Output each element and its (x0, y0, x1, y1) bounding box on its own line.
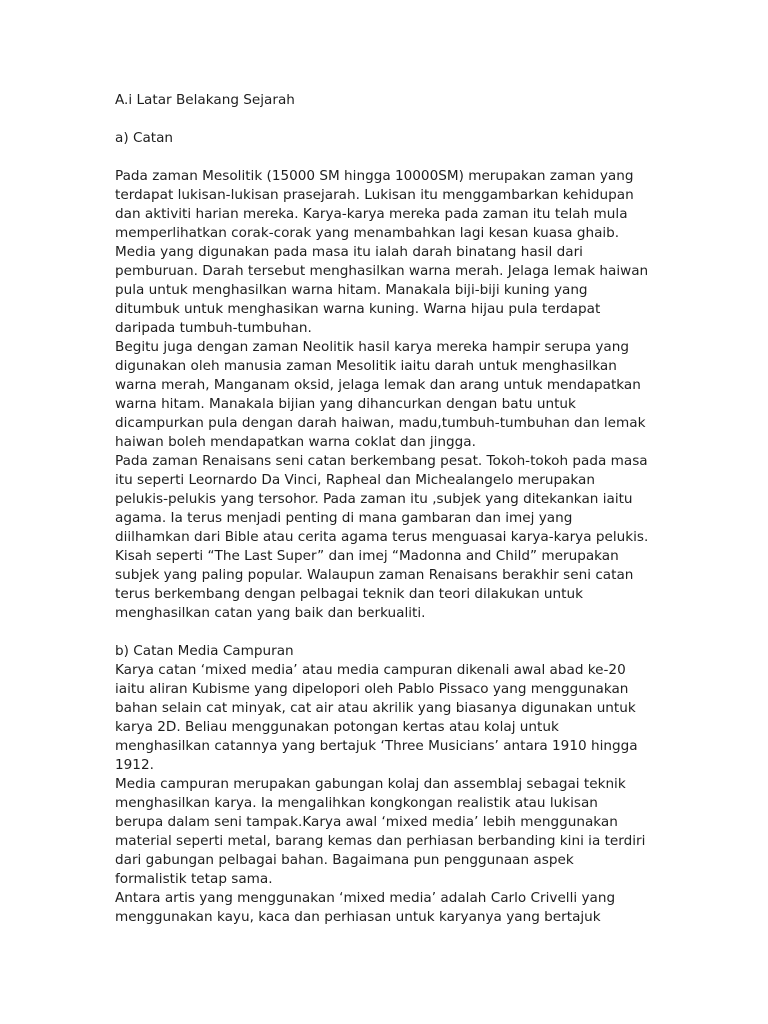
text-line: formalistik tetap sama. (115, 871, 273, 887)
text-line: terdapat lukisan-lukisan prasejarah. Lukisan itu menggambarkan kehidupan (115, 187, 634, 203)
section-a-body (115, 167, 660, 623)
text-line: subjek yang paling popular. Walaupun zaman Renaisans berakhir seni catan (115, 567, 634, 583)
text-line: Pada zaman Renaisans seni catan berkembang pesat. Tokoh-tokoh pada masa (115, 453, 648, 469)
text-line: material seperti metal, barang kemas dan perhiasan berbanding kini ia terdiri (115, 833, 646, 849)
text-line: itu seperti Leornardo Da Vinci, Rapheal dan Michealangelo merupakan (115, 472, 596, 488)
text-line: karya 2D. Beliau menggunakan potongan kertas atau kolaj untuk (115, 719, 559, 735)
text-line: bahan selain cat minyak, cat air atau akrilik yang biasanya digunakan untuk (115, 700, 636, 716)
text-line: menggunakan kayu, kaca dan perhiasan untuk karyanya yang bertajuk (115, 909, 601, 925)
text-line: ditumbuk untuk menghasikan warna kuning. Warna hijau pula terdapat (115, 301, 601, 317)
text-line: Media yang digunakan pada masa itu ialah darah binatang hasil dari (115, 244, 583, 260)
text-line: terus berkembang dengan pelbagai teknik dan teori dilakukan untuk (115, 586, 583, 602)
section-b-title: b) Catan Media Campuran (115, 643, 294, 659)
document-page (115, 91, 660, 927)
text-line: digunakan oleh manusia zaman Mesolitik iaitu darah untuk menghasilkan (115, 358, 617, 374)
text-line: daripada tumbuh-tumbuhan. (115, 320, 312, 336)
text-line: Karya catan ‘mixed media’ atau media campuran dikenali awal abad ke-20 (115, 662, 626, 678)
text-line: diilhamkan dari Bible atau cerita agama terus menguasai karya-karya pelukis. (115, 529, 649, 545)
text-line: Pada zaman Mesolitik (15000 SM hingga 10000SM) merupakan zaman yang (115, 168, 634, 184)
spacer (115, 148, 660, 167)
text-line: pemburuan. Darah tersebut menghasilkan warna merah. Jelaga lemak haiwan (115, 263, 649, 279)
text-line: Antara artis yang menggunakan ‘mixed media’ adalah Carlo Crivelli yang (115, 890, 616, 906)
document-heading: A.i Latar Belakang Sejarah (115, 92, 295, 108)
text-line: Begitu juga dengan zaman Neolitik hasil karya mereka hampir serupa yang (115, 339, 629, 355)
text-line: iaitu aliran Kubisme yang dipelopori oleh Pablo Pissaco yang menggunakan (115, 681, 629, 697)
text-line: 1912. (115, 757, 154, 773)
text-line: Media campuran merupakan gabungan kolaj dan assemblaj sebagai teknik (115, 776, 626, 792)
text-line: pula untuk menghasilkan warna hitam. Manakala biji-biji kuning yang (115, 282, 588, 298)
text-line: memperlihatkan corak-corak yang menambahkan lagi kesan kuasa ghaib. (115, 225, 620, 241)
text-line: pelukis-pelukis yang tersohor. Pada zaman itu ,subjek yang ditekankan iaitu (115, 491, 633, 507)
spacer (115, 110, 660, 129)
text-line: agama. Ia terus menjadi penting di mana gambaran dan imej yang (115, 510, 573, 526)
text-line: warna hitam. Manakala bijian yang dihancurkan dengan batu untuk (115, 396, 576, 412)
spacer (115, 623, 660, 642)
text-line: berupa dalam seni tampak.Karya awal ‘mixed media’ lebih menggunakan (115, 814, 618, 830)
text-line: warna merah, Manganam oksid, jelaga lemak dan arang untuk mendapatkan (115, 377, 641, 393)
text-line: dan aktiviti harian mereka. Karya-karya mereka pada zaman itu telah mula (115, 206, 628, 222)
section-b-body (115, 661, 660, 927)
section-a-title: a) Catan (115, 130, 174, 146)
text-line: Kisah seperti “The Last Super” dan imej “Madonna and Child” merupakan (115, 548, 619, 564)
text-line: dari gabungan pelbagai bahan. Bagaimana pun penggunaan aspek (115, 852, 574, 868)
text-line: menghasilkan catan yang baik dan berkualiti. (115, 605, 426, 621)
text-line: menghasilkan catannya yang bertajuk ‘Three Musicians’ antara 1910 hingga (115, 738, 638, 754)
text-line: dicampurkan pula dengan darah haiwan, madu,tumbuh-tumbuhan dan lemak (115, 415, 646, 431)
text-line: haiwan boleh mendapatkan warna coklat dan jingga. (115, 434, 476, 450)
text-line: menghasilkan karya. Ia mengalihkan kongkongan realistik atau lukisan (115, 795, 598, 811)
